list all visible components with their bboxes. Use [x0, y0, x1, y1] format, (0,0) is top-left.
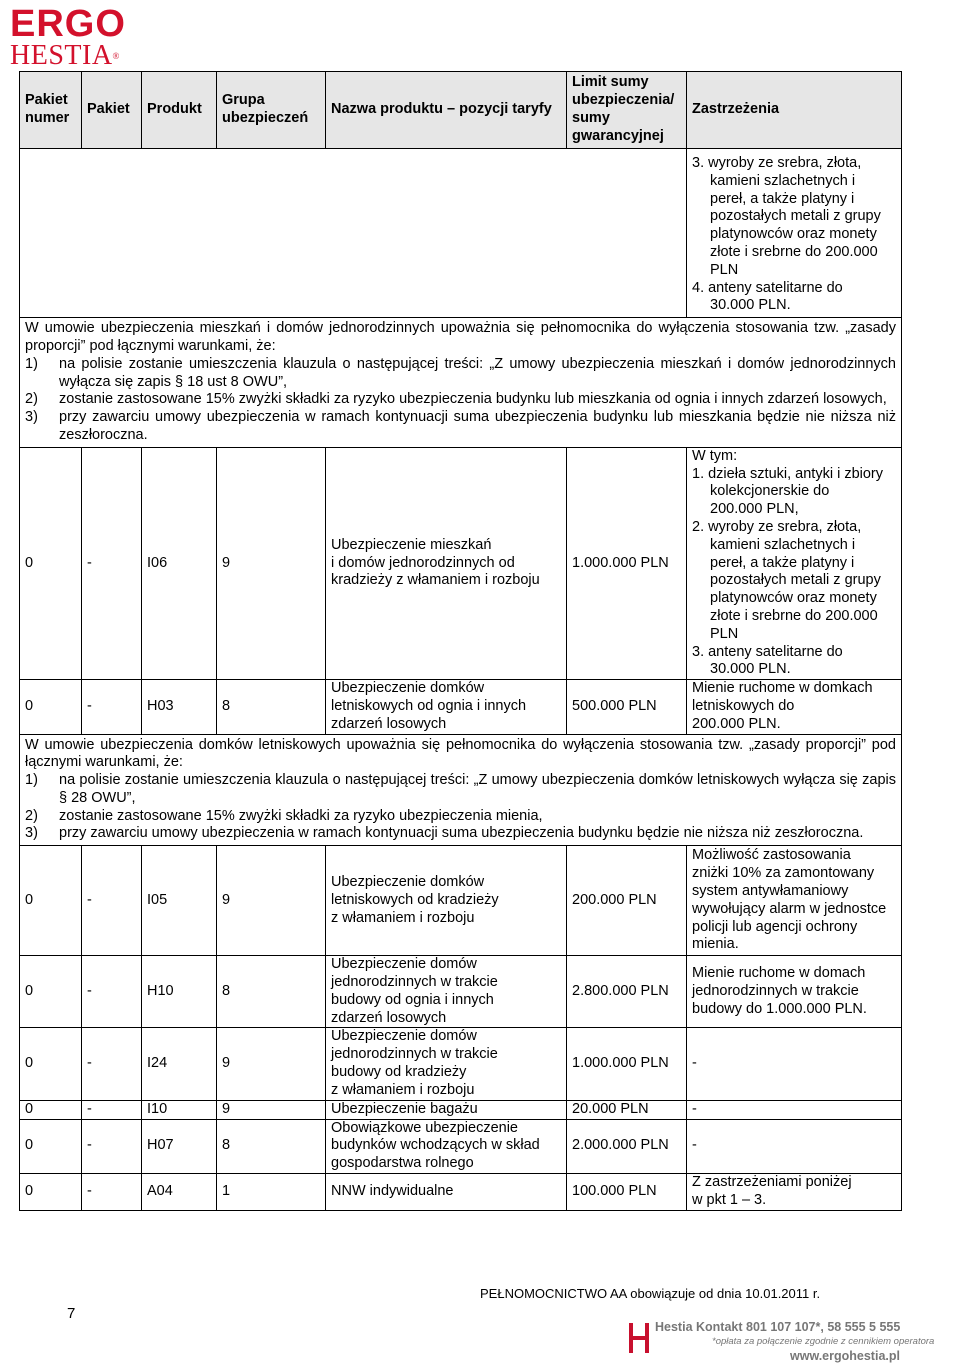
- insurance-group-cell: 8: [217, 956, 326, 1028]
- table-row: [20, 1119, 902, 1173]
- product-name-line: budynków wchodzących w skład: [331, 1137, 540, 1154]
- package-cell: -: [82, 1028, 142, 1100]
- product-name-line: gospodarstwa rolnego: [331, 1155, 474, 1172]
- note-item-text: przy zawarciu umowy ubezpieczenia w ramach kontynuacji suma ubezpieczenia budynku będzie nie niższa niż zeszłoroczna.: [59, 825, 864, 842]
- note-intro: W umowie ubezpieczenia mieszkań i domów jednorodzinnych upoważnia się pełnomocnika do wyłączenia stosowania tzw. „zasady proporcji” pod łącznymi warunkami, że:: [25, 320, 896, 354]
- package-number-cell: 0: [20, 1028, 82, 1100]
- note-list-item: [25, 409, 896, 445]
- footer-text: PEŁNOMOCNICTWO AA obowiązuje od dnia 10.01.2011 r.: [480, 1286, 821, 1301]
- reservation-line: zniżki 10% za zamontowany: [692, 865, 875, 882]
- package-number-cell: 0: [20, 447, 82, 679]
- header-product: Produkt: [142, 72, 217, 149]
- reservation-line: platynowców oraz monety: [710, 590, 877, 607]
- reservation-line: PLN: [710, 625, 739, 642]
- product-name: [331, 874, 561, 927]
- reservation-line: 200.000 PLN.: [692, 715, 781, 732]
- product-name-line: jednorodzinnych w trakcie: [331, 1046, 498, 1063]
- note-item-text: na polisie zostanie umieszczenia klauzula o następującej treści: „Z umowy ubezpieczenia domków letniskowych wyłącza się zapis § 28 OWU”,: [59, 772, 896, 806]
- reservation-line: wywołujący alarm w jednostce: [692, 900, 887, 917]
- reservation-line: 30.000 PLN.: [710, 661, 791, 678]
- note-item-number: 1): [25, 772, 38, 789]
- reservation-line: -: [692, 1055, 697, 1072]
- limit-cell: 2.800.000 PLN: [567, 956, 687, 1028]
- insurance-group-cell: 1: [217, 1174, 326, 1211]
- reservation-line: 3. wyroby ze srebra, złota,: [692, 155, 862, 171]
- reservation-line: PLN: [710, 261, 739, 278]
- package-number-cell: 0: [20, 956, 82, 1028]
- reservation-line: budowy do 1.000.000 PLN.: [692, 1000, 867, 1017]
- reservations: [692, 965, 896, 1018]
- product-code-cell: A04: [142, 1174, 217, 1211]
- product-code-cell: I05: [142, 846, 217, 956]
- registered-mark: ®: [112, 51, 120, 61]
- product-name: [331, 1183, 561, 1201]
- product-code-cell: H03: [142, 680, 217, 734]
- ergo-hestia-logo: [10, 3, 130, 71]
- reservation-line: -: [692, 1137, 697, 1154]
- reservation-line: system antywłamaniowy: [692, 882, 849, 899]
- reservation-line: mienia.: [692, 936, 739, 953]
- product-name-line: Ubezpieczenie domków: [331, 680, 485, 697]
- reservation-line: 2. wyroby ze srebra, złota,: [692, 518, 862, 535]
- table-row: [20, 447, 902, 679]
- insurance-group-cell: 8: [217, 680, 326, 734]
- reservation-line: policji lub agencji ochrony: [692, 918, 858, 935]
- table-row: [20, 680, 902, 734]
- reservation-line: złote i srebrne do 200.000: [710, 607, 878, 624]
- reservation-line: pereł, a także platyny i: [710, 190, 855, 207]
- proportion-rule-note-summer-houses: [20, 734, 902, 846]
- hestia-kontakt-logo-icon: [627, 1319, 653, 1357]
- reservation-line: Mienie ruchome w domkach: [692, 680, 873, 697]
- reservation-line: pozostałych metali z grupy: [710, 208, 881, 225]
- reservation-line: kolekcjonerskie do: [710, 483, 830, 500]
- reservation-line: 3. anteny satelitarne do: [692, 643, 843, 660]
- package-number-cell: 0: [20, 846, 82, 956]
- header-package-number: Pakiet numer: [20, 72, 82, 149]
- insurance-group-cell: 9: [217, 846, 326, 956]
- limit-cell: 500.000 PLN: [567, 680, 687, 734]
- package-table: [19, 71, 902, 1211]
- header-reservations: Zastrzeżenia: [687, 72, 902, 149]
- package-number-cell: 0: [20, 1100, 82, 1119]
- product-code-cell: I10: [142, 1100, 217, 1119]
- reservation-line: -: [692, 1100, 697, 1117]
- header-product-name: Nazwa produktu – pozycji taryfy: [326, 72, 567, 149]
- product-name-line: i domów jednorodzinnych od: [331, 554, 515, 571]
- insurance-group-cell: 8: [217, 1119, 326, 1173]
- reservations: [692, 1055, 896, 1073]
- limit-cell: 1.000.000 PLN: [567, 447, 687, 679]
- reservation-line: 1. dzieła sztuki, antyki i zbiory: [692, 465, 883, 482]
- reservation-line: złote i srebrne do 200.000: [710, 243, 878, 260]
- product-name: [331, 1101, 561, 1119]
- product-name-line: Ubezpieczenie domów: [331, 956, 477, 973]
- package-cell: -: [82, 680, 142, 734]
- product-code-cell: H10: [142, 956, 217, 1028]
- reservation-line: pereł, a także platyny i: [710, 554, 855, 571]
- reservation-line: kamieni szlachetnych i: [710, 536, 856, 553]
- product-name-line: Ubezpieczenie domów: [331, 1028, 477, 1045]
- reservations: [692, 1101, 896, 1119]
- package-cell: -: [82, 1119, 142, 1173]
- limit-cell: 2.000.000 PLN: [567, 1119, 687, 1173]
- product-name: [331, 956, 561, 1027]
- reservations: [692, 1137, 896, 1155]
- limit-cell: 20.000 PLN: [567, 1100, 687, 1119]
- note-item-text: zostanie zastosowane 15% zwyżki składki za ryzyko ubezpieczenia budynku lub mieszkania od ognia i innych zdarzeń losowych,: [59, 391, 887, 408]
- product-name-line: kradzieży z włamaniem i rozboju: [331, 572, 540, 589]
- limit-cell: 1.000.000 PLN: [567, 1028, 687, 1100]
- reservation-line: kamieni szlachetnych i: [710, 172, 856, 189]
- reservation-line: pozostałych metali z grupy: [710, 572, 881, 589]
- note-item-number: 2): [25, 807, 38, 824]
- note-list-item: [25, 825, 896, 843]
- reservation-line: w pkt 1 – 3.: [692, 1191, 767, 1208]
- package-cell: -: [82, 956, 142, 1028]
- continued-reservations: [692, 155, 896, 315]
- note-item-number: 1): [25, 355, 38, 372]
- note-item-text: na polisie zostanie umieszczenia klauzula o następującej treści: „Z umowy ubezpieczenia mieszkań i domów jednorodzinnych wyłącza się zapis § 18 ust 8 OWU”,: [59, 355, 896, 390]
- reservation-line: jednorodzinnych w trakcie: [692, 982, 859, 999]
- product-name-line: budowy od ognia i innych: [331, 991, 494, 1008]
- package-cell: -: [82, 846, 142, 956]
- product-name-line: Ubezpieczenie domków: [331, 874, 485, 891]
- logo-hestia-text: HESTIA: [10, 40, 113, 71]
- package-cell: -: [82, 1100, 142, 1119]
- footer-validity-text: [480, 1286, 820, 1301]
- header-limit: Limit sumy ubezpieczenia/ sumy gwarancyjnej: [567, 72, 687, 149]
- header-insurance-group: Grupa ubezpieczeń: [217, 72, 326, 149]
- product-name: [331, 537, 561, 590]
- limit-cell: 100.000 PLN: [567, 1174, 687, 1211]
- insurance-group-cell: 9: [217, 1100, 326, 1119]
- table-header-row: [20, 72, 902, 149]
- note-item-number: 3): [25, 409, 38, 426]
- table-row: [20, 1100, 902, 1119]
- table-row: [20, 956, 902, 1028]
- product-name-line: Ubezpieczenie bagażu: [331, 1100, 478, 1117]
- note-list-item: [25, 356, 896, 392]
- page-number: 7: [67, 1305, 76, 1322]
- header-package: Pakiet: [82, 72, 142, 149]
- package-number-cell: 0: [20, 1174, 82, 1211]
- note-list-item: [25, 808, 896, 826]
- product-name-line: zdarzeń losowych: [331, 1009, 447, 1026]
- call-cost-note: *opłata za połączenie zgodnie z cennikiem operatora: [712, 1336, 935, 1347]
- note-item-number: 2): [25, 391, 38, 408]
- package-number-cell: 0: [20, 680, 82, 734]
- reservation-line: Mienie ruchome w domach: [692, 965, 866, 982]
- product-name-line: z włamaniem i rozboju: [331, 1081, 475, 1098]
- note-item-text: zostanie zastosowane 15% zwyżki składki za ryzyko ubezpieczenia mienia,: [59, 807, 543, 824]
- reservation-line: platynowców oraz monety: [710, 226, 877, 243]
- logo-ergo-text: ERGO: [10, 3, 126, 45]
- table-row: [20, 1028, 902, 1100]
- reservations: [692, 1174, 896, 1210]
- reservation-line: 30.000 PLN.: [710, 297, 791, 314]
- reservation-line: 200.000 PLN,: [710, 501, 799, 518]
- hestia-kontakt-phone: Hestia Kontakt 801 107 107*, 58 555 5 555: [655, 1320, 901, 1334]
- product-code-cell: H07: [142, 1119, 217, 1173]
- product-name: [331, 1120, 561, 1173]
- product-name-line: letniskowych od ognia i innych: [331, 697, 527, 714]
- product-name-line: jednorodzinnych w trakcie: [331, 974, 498, 991]
- product-name-line: Ubezpieczenie mieszkań: [331, 536, 492, 553]
- insurance-group-cell: 9: [217, 447, 326, 679]
- product-name-line: letniskowych od kradzieży: [331, 891, 499, 908]
- product-name-line: budowy od kradzieży: [331, 1064, 467, 1081]
- reservation-line: letniskowych do: [692, 697, 795, 714]
- product-name-line: z włamaniem i rozboju: [331, 909, 475, 926]
- table-row: [20, 1174, 902, 1211]
- limit-cell: 200.000 PLN: [567, 846, 687, 956]
- package-cell: -: [82, 447, 142, 679]
- reservation-line: Możliwość zastosowania: [692, 847, 851, 864]
- note-intro: W umowie ubezpieczenia domków letniskowych upoważnia się pełnomocnika do wyłączenia stosowania tzw. „zasady proporcji” pod łącznymi warunkami, że:: [25, 736, 896, 771]
- product-code-cell: I24: [142, 1028, 217, 1100]
- reservations: [692, 680, 896, 733]
- product-name-line: NNW indywidualne: [331, 1182, 454, 1199]
- table-row: [20, 846, 902, 956]
- reservation-line: W tym:: [692, 447, 738, 464]
- website-link[interactable]: www.ergohestia.pl: [790, 1349, 900, 1363]
- product-name: [331, 1028, 561, 1099]
- reservation-line: Z zastrzeżeniami poniżej: [692, 1174, 852, 1191]
- reservations: [692, 847, 896, 954]
- proportion-rule-note-homes: [20, 318, 902, 448]
- reservations: [692, 448, 896, 679]
- note-list-item: [25, 391, 896, 409]
- package-number-cell: 0: [20, 1119, 82, 1173]
- note-item-text: przy zawarciu umowy ubezpieczenia w ramach kontynuacji suma ubezpieczenia budynku lub mieszkania będzie nie niższa niż zeszłoroczna.: [59, 409, 896, 443]
- note-item-number: 3): [25, 825, 38, 842]
- package-cell: -: [82, 1174, 142, 1211]
- product-name-line: Obowiązkowe ubezpieczenie: [331, 1119, 518, 1136]
- reservation-line: 4. anteny satelitarne do: [692, 279, 843, 296]
- product-name: [331, 680, 561, 733]
- continuation-row: [20, 149, 902, 318]
- insurance-group-cell: 9: [217, 1028, 326, 1100]
- product-code-cell: I06: [142, 447, 217, 679]
- product-name-line: zdarzeń losowych: [331, 715, 447, 732]
- note-list-item: [25, 772, 896, 808]
